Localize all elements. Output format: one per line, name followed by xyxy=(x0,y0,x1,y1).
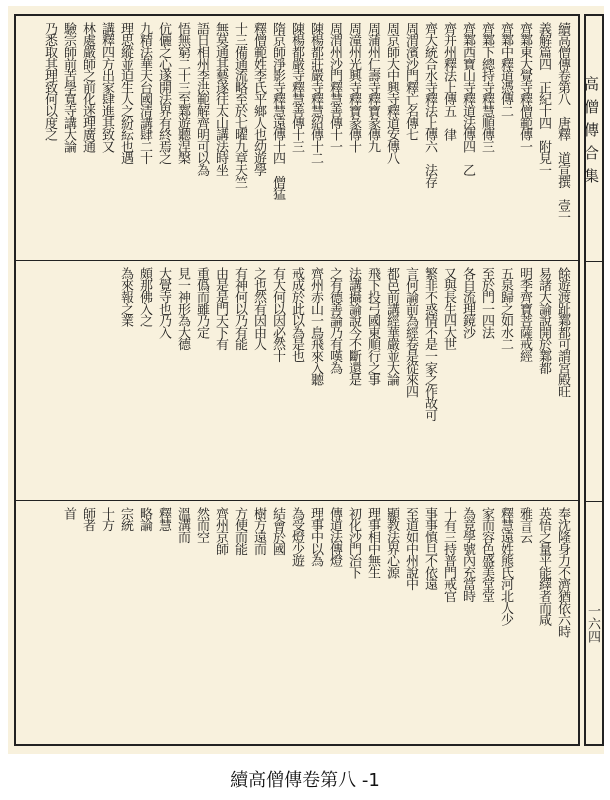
text-column: 方便而能 xyxy=(232,507,247,555)
text-block-upper xyxy=(16,16,578,261)
text-block-lower xyxy=(16,501,578,746)
text-column: 師者 xyxy=(80,507,95,531)
page-number: 一六四 xyxy=(585,604,600,643)
text-column: 齊鄴東大覺寺釋僧範傳一 xyxy=(517,22,532,152)
text-column: 又與長生四大世 xyxy=(441,267,456,350)
text-column: 各自流理鏡沙 xyxy=(460,267,475,338)
text-column: 重僞而雖乃定 xyxy=(194,267,209,338)
text-column: 隋京師淨影寺釋慧遠傳十四 僧猛 xyxy=(270,22,285,200)
text-column: 結會於國 xyxy=(270,507,285,555)
scripture-page xyxy=(8,6,604,754)
text-column: 至於門一四法 xyxy=(479,267,494,338)
text-column: 飛下投弓國東順行之事 xyxy=(365,267,380,386)
text-column: 無莫通其藝遂往太山講法時坐 xyxy=(213,22,228,176)
text-column: 理事中以為 xyxy=(308,507,323,567)
text-column: 見一神形為大德 xyxy=(175,267,190,350)
text-column: 都邑前講經華嚴並大論 xyxy=(384,267,399,386)
text-column: 有大何以因必然十 xyxy=(270,267,285,362)
text-column: 為來報之業 xyxy=(118,267,133,327)
collection-title: 高僧傳合集 xyxy=(582,76,600,191)
text-column: 齊州赤山一鳥飛來入聽 xyxy=(308,267,323,386)
text-column: 周渭濱沙門釋亡名傳七 xyxy=(403,22,418,141)
text-column: 言何論前為經卷是從來四 xyxy=(403,267,418,397)
text-column: 奉沈隆身力不濟猶依六時 xyxy=(555,507,570,637)
text-column: 義解篇四 正紀十四 附見一 xyxy=(536,22,551,176)
text-column: 有神何以乃有能 xyxy=(232,267,247,350)
margin-divider xyxy=(586,501,602,502)
text-column: 陳楊都嚴寺釋慧善傳十三 xyxy=(289,22,304,152)
text-column: 雅言云 xyxy=(517,507,532,543)
text-column: 之也然有因由人 xyxy=(251,267,266,350)
text-column: 戒成於此以為是也 xyxy=(289,267,304,362)
text-column: 乃悉取其理致何以度之 xyxy=(42,22,57,141)
text-column: 齊鄴中釋道憑傳二 xyxy=(498,22,513,117)
text-column: 周渭州沙門釋慧善傳十一 xyxy=(327,22,342,152)
text-column: 十有三持普門戒官 xyxy=(441,507,456,602)
text-column: 語日相州李洪範解齊明可以為 xyxy=(194,22,209,176)
text-column: 十三備通流略至於七曜九章天竺 xyxy=(232,22,247,188)
text-column: 繁非不惑情不是一家之作故可 xyxy=(422,267,437,421)
text-column: 宗統 xyxy=(118,507,133,531)
text-column: 九精法華天台國清講肆二十 xyxy=(137,22,152,164)
text-column: 陳楊都莊嚴寺釋慧紹傳十二 xyxy=(308,22,323,164)
text-column: 易諸大論說開於鄴都 xyxy=(536,267,551,374)
text-column: 驗宗師前苦學寬寺講大論 xyxy=(61,22,76,152)
text-column: 十方 xyxy=(99,507,114,531)
text-column: 理思縱並迫生人之紛紜也遇 xyxy=(118,22,133,164)
text-column: 樹方遠而 xyxy=(251,507,266,555)
text-column: 周京師大中興寺釋道安傳八 xyxy=(384,22,399,164)
text-column: 事事慎旦不依遠 xyxy=(422,507,437,590)
text-column: 齊鄴西寶山寺釋道法傳四 乙 xyxy=(460,22,475,176)
text-column: 大覺寺也乃入 xyxy=(156,267,171,338)
text-column: 餘遊渡趾鄴都可謂宮殿旺 xyxy=(555,267,570,397)
text-column: 釋慧遠姓熊氏河北人少 xyxy=(498,507,513,626)
text-column: 五泉歸之如水二 xyxy=(498,267,513,350)
text-column: 齊州京師 xyxy=(213,507,228,555)
margin-divider xyxy=(586,261,602,262)
text-column: 首 xyxy=(61,507,76,519)
text-column: 略論 xyxy=(137,507,152,531)
side-margin-strip xyxy=(584,14,604,746)
text-column: 家而容色盛美堂堂 xyxy=(479,507,494,602)
page-caption: 續高僧傳卷第八 -1 xyxy=(230,770,380,791)
text-column: 由是是門天下有 xyxy=(213,267,228,350)
text-column: 之有德善論乃有嘆為 xyxy=(327,267,342,374)
text-column: 傳道法傳燈 xyxy=(327,507,342,567)
text-column: 頗那佛入之 xyxy=(137,267,152,327)
text-column: 釋慧 xyxy=(156,507,171,531)
text-column: 悟無窮二十三至鄴遊聽涅槃 xyxy=(175,22,190,164)
text-column: 周潼州光興寺釋寶彖傳十 xyxy=(346,22,361,152)
text-column: 續高僧傳卷第八 唐釋 道宣撰 壹一 xyxy=(555,22,570,223)
text-block-middle xyxy=(16,261,578,501)
text-column: 明季齊寶菩薩戒經 xyxy=(517,267,532,362)
text-column: 周蒲州仁壽寺釋寶彖傳九 xyxy=(365,22,380,152)
text-column: 齊鄴下總持寺釋慧順傳三 xyxy=(479,22,494,152)
text-column: 初化沙門治下 xyxy=(346,507,361,578)
text-column: 講釋四方出家肆進其致又 xyxy=(99,22,114,152)
text-column: 理事相中無生 xyxy=(365,507,380,578)
text-column: 齊大統合水寺釋法上傳六 法存 xyxy=(422,22,437,188)
text-column: 為受燈少遊 xyxy=(289,507,304,567)
text-column: 顯教法界心源 xyxy=(384,507,399,578)
text-column: 為竟學號內充當時 xyxy=(460,507,475,602)
text-column: 釋僧範姓李氏平鄉人也幼遊學 xyxy=(251,22,266,176)
text-column: 至道如中州說中 xyxy=(403,507,418,590)
text-column: 然而空 xyxy=(194,507,209,543)
text-column: 英悟之量平能繹者而咸 xyxy=(536,507,551,626)
text-column: 法講攝論說今不斷還是 xyxy=(346,267,361,386)
text-column: 林處嚴師之前化迷理廣通 xyxy=(80,22,95,152)
text-column: 伉儷之心遂開法界有終焉之 xyxy=(156,22,171,164)
text-column: 齊并州釋法上傳五 律 xyxy=(441,22,456,141)
text-column: 溫溝而 xyxy=(175,507,190,543)
text-frame xyxy=(14,14,580,746)
